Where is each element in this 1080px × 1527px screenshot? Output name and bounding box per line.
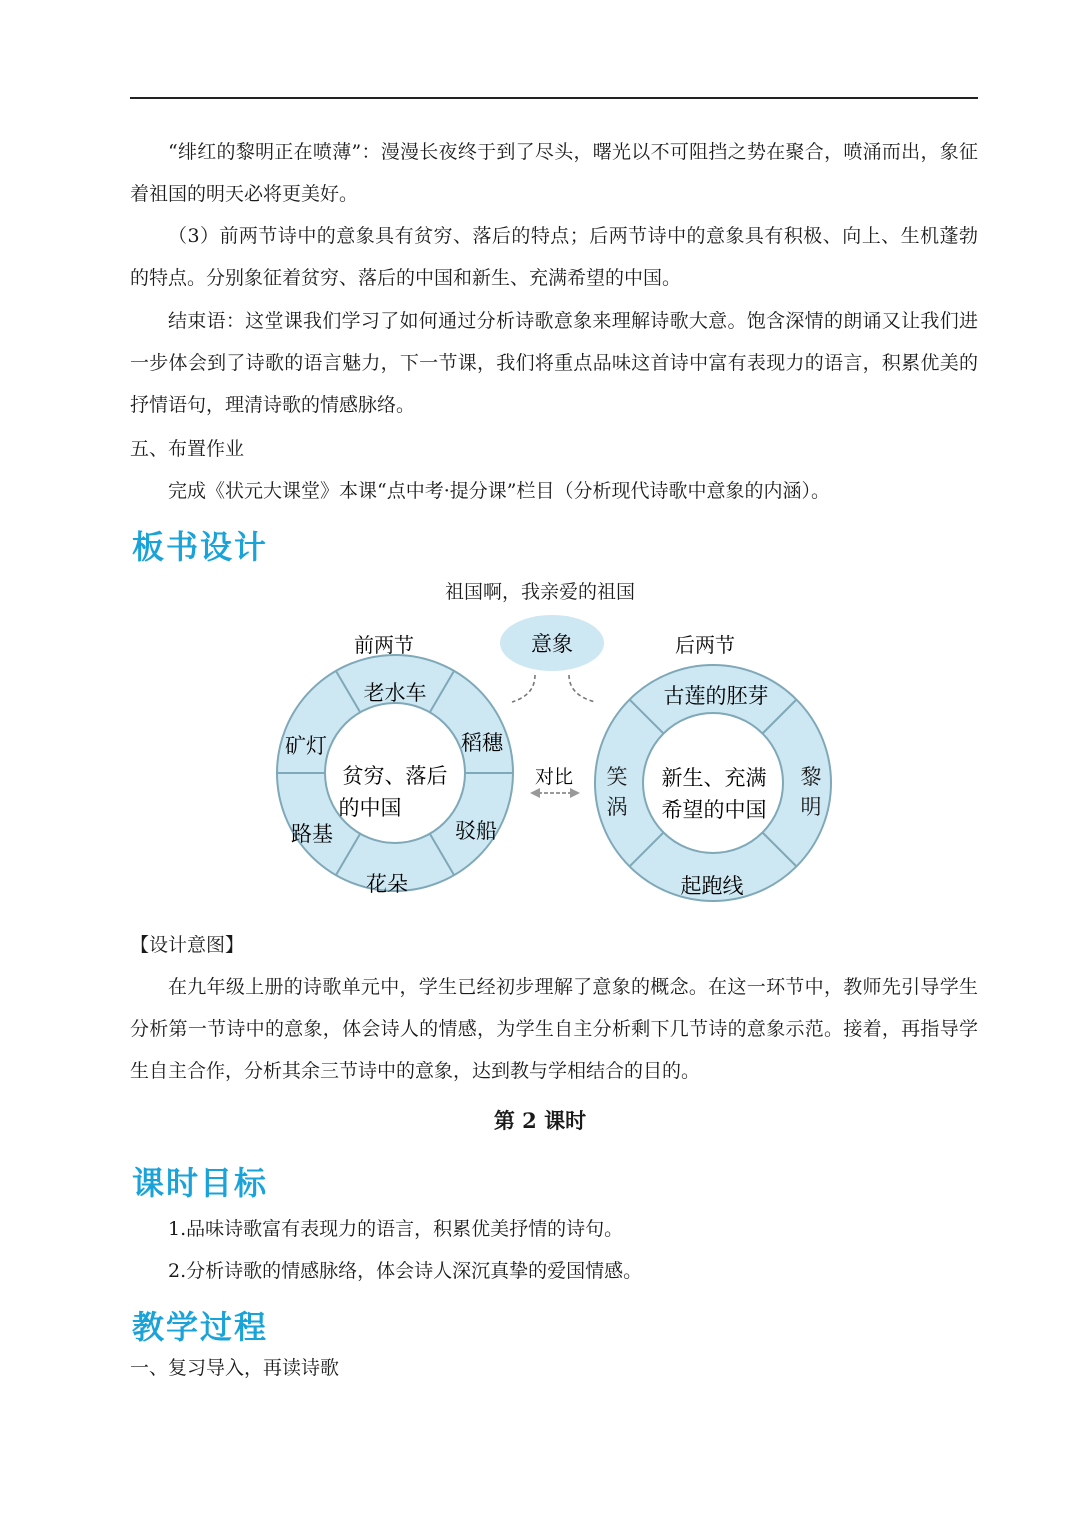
board-poem-title: 祖国啊，我亲爱的祖国 — [444, 581, 635, 603]
paragraph-imagery-summary: （3）前两节诗中的意象具有贫穷、落后的特点；后两节诗中的意象具有积极、向上、生机蓬勃的特点。分别象征着贫穷、落后的中国和新生、充满希望的中国。 — [130, 225, 978, 289]
imagery-bubble-label: 意象 — [531, 632, 573, 656]
left-segment: 矿灯 — [285, 734, 327, 758]
process-step-1: 一、复习导入，再读诗歌 — [130, 1357, 340, 1379]
goal-1: 1.品味诗歌富有表现力的语言，积累优美抒情的诗句。 — [168, 1218, 624, 1240]
paragraph-dawn: “绯红的黎明正在喷薄”：漫漫长夜终于到了尽头，曙光以不可阻挡之势在聚合，喷涌而出，象征着祖国的明天必将更美好。 — [130, 141, 978, 205]
goal-2: 2.分析诗歌的情感脉络，体会诗人深沉真挚的爱国情感。 — [168, 1260, 643, 1282]
lesson-goals-title: 课时目标 — [132, 1164, 269, 1202]
left-segment: 稻穗 — [461, 731, 503, 755]
right-segment: 起跑线 — [680, 874, 744, 898]
compare-label: 对比 — [534, 766, 574, 788]
left-center-line: 的中国 — [338, 796, 402, 820]
header-rule — [130, 97, 978, 99]
right-segment: 黎明 — [800, 765, 822, 819]
design-intent-heading: 【设计意图】 — [130, 934, 245, 956]
teaching-process-title: 教学过程 — [132, 1308, 269, 1346]
left-segment: 驳船 — [455, 819, 497, 843]
right-center-line: 希望的中国 — [661, 798, 767, 822]
right-segment: 笑涡 — [606, 765, 628, 819]
lesson2-title: 第 2 课时 — [493, 1108, 587, 1133]
homework-heading: 五、布置作业 — [130, 438, 245, 460]
board-diagram — [0, 610, 1080, 930]
homework-text: 完成《状元大课堂》本课“点中考·提分课”栏目（分析现代诗歌中意象的内涵）。 — [168, 480, 830, 502]
right-label: 后两节 — [675, 633, 735, 657]
left-label: 前两节 — [354, 633, 414, 657]
compare-arrow — [530, 788, 580, 798]
board-design-title: 板书设计 — [132, 528, 269, 566]
right-center-line: 新生、充满 — [661, 766, 767, 790]
left-segment: 花朵 — [366, 872, 408, 896]
left-segment: 老水车 — [363, 681, 427, 705]
paragraph-conclusion: 结束语：这堂课我们学习了如何通过分析诗歌意象来理解诗歌大意。饱含深情的朗诵又让我们进一步体会到了诗歌的语言魅力，下一节课，我们将重点品味这首诗中富有表现力的语言，积累优美的抒情语句，理清诗歌的情感脉络。 — [130, 310, 978, 416]
design-intent-text: 在九年级上册的诗歌单元中，学生已经初步理解了意象的概念。在这一环节中，教师先引导学生分析第一节诗中的意象，体会诗人的情感，为学生自主分析剩下几节诗的意象示范。接着，再指导学生自主合作，分析其余三节诗中的意象，达到教与学相结合的目的。 — [130, 976, 978, 1082]
right-segment: 古莲的胚芽 — [663, 684, 769, 708]
left-center-line: 贫穷、落后 — [342, 764, 448, 788]
left-segment: 路基 — [291, 822, 333, 846]
